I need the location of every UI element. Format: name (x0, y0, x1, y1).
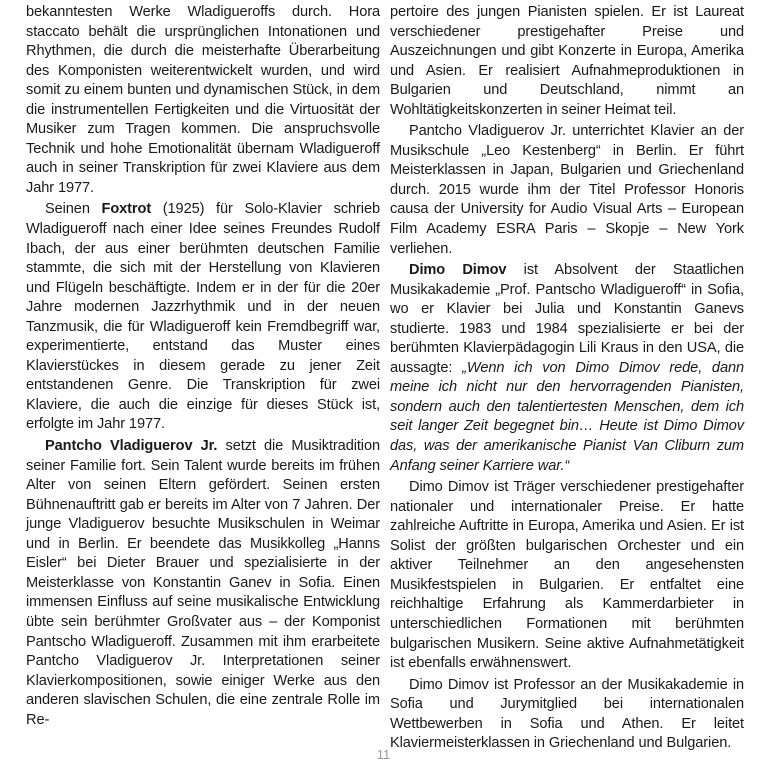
paragraph-dimov-bio (390, 261, 744, 476)
paragraph-foxtrot-body: (1925) für Solo-Klavier schrieb Wladigueroff nach einer Idee seines Freundes Rudolf Ibach, der aus einer berühmten deutschen Familie stammte, die sich mit der Herstellung von Klavieren und Flügeln beschäftigte. Indem er in der für die 20er Jahre modernen Jazzrhythmik und in der neuen Tanzmusik, die für Wladigueroff kein Fremdbegriff war, experimentierte, entstand das Muster eines Klavierstückes in diesem gerade zu jener Zeit entstandenen Genre. Die Transkription für zwei Klaviere, die auch die einzige für dieses Stück ist, erfolgte im Jahr 1977. (26, 201, 380, 433)
paragraph-pantcho-body: setzt die Musiktradition seiner Familie fort. Sein Talent wurde bereits im frühen Alter von seinen Eltern gefördert. Seinen ersten Bühnenauftritt gab er bereits im Alter von 7 Jahren. Der junge Vladiguerov besuchte Musikschulen in Weimar und in Berlin. Er beendete das Musikkolleg „Hanns Eisler“ bei Dieter Brauer und spezialisierte in der Meisterklasse von Konstantin Ganev in Sofia. Einen immensen Einfluss auf seine musikalische Entwicklung übte sein berühmter Großvater aus – der Komponist Pantscho Wladigueroff. Zusammen mit ihm erarbeitete Pantcho Vladiguerov Jr. Interpretationen seiner Klavierkompositionen, sowie einiger Werke aus den anderen slavischen Schulen, die eine zentrale Rolle im Re- (26, 438, 380, 728)
paragraph-pantcho-bio (26, 437, 380, 730)
paragraph-pantcho-teaching: Pantcho Vladiguerov Jr. unterrichtet Klavier an der Musikschule „Leo Kestenberg“ in Berlin. Er führt Meisterklassen in Japan, Bulgarien und Griechenland durch. 2015 wurde ihm der Titel Professor Honoris causa der University for Audio Visual Arts – European Film Academy ESRA Paris – Skopje – New York verliehen. (390, 123, 744, 257)
paragraph-dimov-body: ist Absolvent der Staatlichen Musikakademie „Prof. Pantscho Wladigueroff“ in Sofia, wo er Klavier bei Julia und Konstantin Ganevs studierte. 1983 und 1984 spezialisierte er bei der berühmten Klavierpädagogin Lili Kraus in den USA, die aussagte: (390, 262, 744, 376)
paragraph-dimov-professor: Dimo Dimov ist Professor an der Musikakademie in Sofia und Jurymitglied bei internationalen Wettbewerben in Sofia und Athen. Er leitet Klaviermeisterklassen in Griechenland und Bulgarien. (390, 676, 744, 752)
artist-name-dimov: Dimo Dimov (409, 262, 507, 279)
paragraph-foxtrot-lead: Seinen (45, 201, 102, 218)
page-number: 11 (376, 747, 391, 762)
paragraph-hora-staccato: bekanntesten Werke Wladigueroffs durch. Hora staccato behält die ursprünglichen Intonationen und Rhythmen, die durch die meisterhafte Überarbeitung des Komponisten weiterentwickelt wurden, und wird somit zu einem bunten und dynamischen Stück, in dem die instrumentellen Fertigkeiten und die Virtuosität der Musiker zum Tragen kommen. Die anspruchsvolle Technik und hohe Emotionalität übernam Wladigueroff auch in seiner Transkription für zwei Klaviere aus dem Jahr 1977. (26, 4, 380, 196)
work-title-foxtrot: Foxtrot (101, 201, 152, 218)
left-column (26, 3, 380, 730)
artist-name-pantcho: Pantcho Vladiguerov Jr. (45, 438, 218, 455)
quote-lili-kraus: „Wenn ich von Dimo Dimov rede, dann meine ich nicht nur den hervorragenden Pianisten, sondern auch den talentiertesten Menschen, dem ich seit langer Zeit begegnet bin… Heute ist Dimo Dimov das, was der amerikanische Pianist Van Cliburn zum Anfang seiner Karriere war.“ (390, 359, 744, 474)
paragraph-foxtrot (26, 200, 380, 435)
paragraph-pantcho-continued: pertoire des jungen Pianisten spielen. Er ist Laureat verschiedener prestigehafter Preise und Auszeichnungen und gibt Konzerte in Europa, Amerika und Asien. Er realisiert Aufnahmeproduktionen in Bulgarien und Deutschland, nimmt an Wohltätigkeitskonzerten in seiner Heimat teil. (390, 4, 744, 118)
paragraph-dimov-awards: Dimo Dimov ist Träger verschiedener prestigehafter nationaler und internationaler Preise. Er hatte zahlreiche Auftritte in Europa, Amerika und Asien. Er ist Solist der größten bulgarischen Orchester und ein aktiver Teilnehmer an den angesehensten Musikfestspielen in Bulgarien. Er entfaltet eine reichhaltige Erfahrung als Kammerdarbieter in unterschiedlichen Formationen mit berühmten bulgarischen Musikern. Seine aktive Aufnahmetätigkeit ist ebenfalls erwähnenswert. (390, 479, 744, 672)
right-column (390, 3, 744, 754)
